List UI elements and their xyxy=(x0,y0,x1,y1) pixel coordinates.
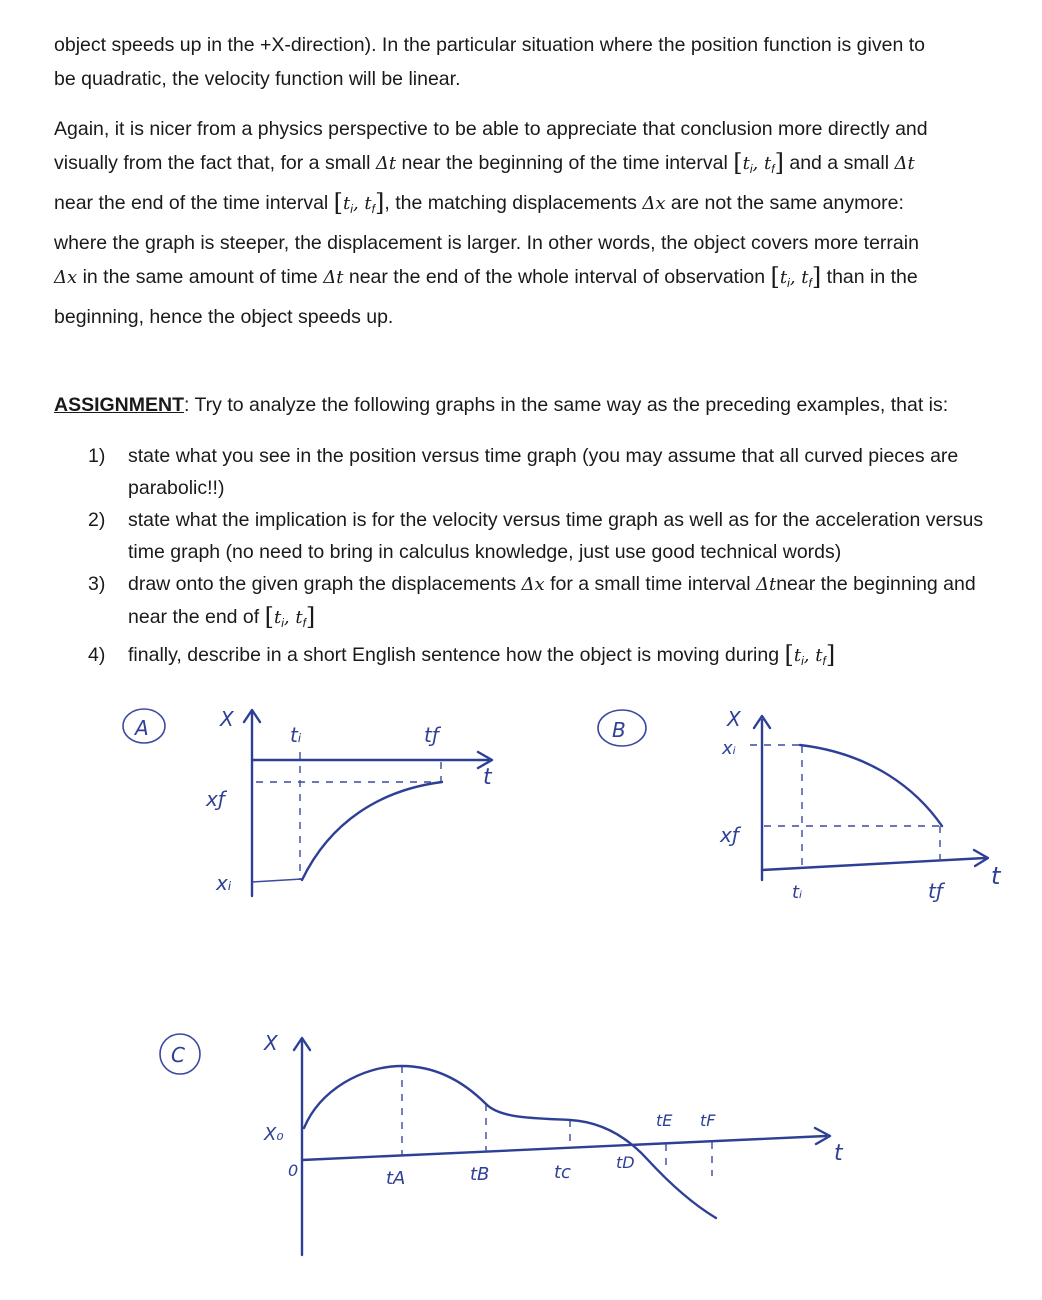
graph-c xyxy=(160,1031,844,1255)
graph-c-t-label: t xyxy=(834,1141,843,1166)
graph-c-curve xyxy=(304,1066,716,1218)
graph-a-xi-label: xᵢ xyxy=(216,871,232,895)
graph-b xyxy=(598,707,1002,903)
text-fragment: , the matching displacements xyxy=(384,192,643,214)
text-fragment: and a small xyxy=(783,152,895,174)
graph-c-tE-label: tE xyxy=(656,1111,673,1130)
step-number: 1) xyxy=(88,445,106,467)
list-item: 4) finally, describe in a short English sentence how the object is moving during [$t_i$, $t_f$] xyxy=(88,641,836,669)
text-fragment: in the same amount of time xyxy=(77,266,324,288)
graph-b-t-axis xyxy=(762,858,985,870)
paragraph-line: object speeds up in the +X-direction). In the particular situation where the position function is given to xyxy=(54,34,925,56)
graph-c-tB-label: tB xyxy=(470,1164,490,1185)
step-number: 4) xyxy=(88,644,106,666)
text-fragment: near the beginning of the time interval xyxy=(396,152,734,174)
step-number: 2) xyxy=(88,509,106,531)
graph-a-xf-label: xƒ xyxy=(206,787,225,811)
graph-c-tC-label: tc xyxy=(554,1162,571,1183)
paragraph-line: be quadratic, the velocity function will be linear. xyxy=(54,68,461,90)
graph-a-ti-label: tᵢ xyxy=(290,723,302,747)
step-text: near the beginning and near the end of xyxy=(128,573,976,628)
graph-c-t-axis xyxy=(302,1136,826,1160)
paragraph-line: near the end of the time interval [$t_i$, $t_f$], the matching displacements Δx are not the same anymore: xyxy=(54,189,904,217)
graph-c-label: C xyxy=(171,1043,185,1067)
assignment-keyword: ASSIGNMENT xyxy=(54,394,185,416)
delta-t-symbol: Δt xyxy=(323,267,344,288)
graph-b-xf-label: xƒ xyxy=(720,823,739,847)
step-text: for a small time interval xyxy=(544,573,756,595)
step-text: state what the implication is for the velocity versus time graph as well as for the acceleration versus time graph (no need to bring in calculus knowledge, just use good technical words) xyxy=(128,509,984,563)
graph-a-t-label: t xyxy=(483,765,492,790)
paragraph-line: Again, it is nicer from a physics perspective to be able to appreciate that conclusion more directly and xyxy=(54,118,928,140)
list-item: 3) draw onto the given graph the displacements Δx for a small time interval Δtnear the beginning and near the end of [$t_i$, $t_f$] xyxy=(80,568,1020,639)
paragraph-line: beginning, hence the object speeds up. xyxy=(54,306,394,328)
delta-t-symbol: Δt xyxy=(894,153,915,174)
graph-b-curve xyxy=(800,745,942,826)
graph-c-tF-label: tF xyxy=(700,1111,716,1130)
graph-a-xi-guide xyxy=(252,879,302,882)
paragraph-line: Δx in the same amount of time Δt near the end of the whole interval of observation [$t_i$, $t_f$] than in the xyxy=(54,263,918,291)
graph-a xyxy=(123,707,493,896)
step-text: draw onto the given graph the displacements xyxy=(128,573,522,595)
graph-c-origin-label: 0 xyxy=(288,1161,299,1180)
graph-c-tA-label: tA xyxy=(386,1168,406,1189)
step-text: state what you see in the position versus time graph (you may assume that all curved pieces are parabolic!!) xyxy=(128,445,959,499)
graph-c-tD-label: tD xyxy=(616,1153,635,1172)
graph-a-curve xyxy=(302,782,442,880)
graph-a-label: A xyxy=(135,716,149,740)
graph-b-ti-label: tᵢ xyxy=(792,882,803,903)
assignment-intro: : Try to analyze the following graphs in the same way as the preceding examples, that is: xyxy=(184,394,949,416)
graph-b-tf-label: tƒ xyxy=(928,879,943,903)
text-fragment: near the end of the whole interval of observation xyxy=(343,266,771,288)
text-fragment: than in the xyxy=(821,266,918,288)
text-fragment: are not the same anymore: xyxy=(665,192,904,214)
graph-a-x-label: X xyxy=(220,707,234,731)
delta-x-symbol: Δx xyxy=(642,193,666,214)
graph-a-tf-label: tƒ xyxy=(424,723,439,747)
delta-t-symbol: Δt xyxy=(755,574,777,595)
delta-x-symbol: Δx xyxy=(521,574,545,595)
delta-t-symbol: Δt xyxy=(375,153,397,174)
graph-b-t-label: t xyxy=(991,862,1001,890)
text-fragment: visually from the fact that, for a small xyxy=(54,152,376,174)
delta-x-symbol: Δx xyxy=(54,267,78,288)
graph-b-label: B xyxy=(612,718,626,742)
step-text: finally, describe in a short English sentence how the object is moving during xyxy=(128,644,785,666)
graph-b-xi-label: xᵢ xyxy=(722,738,736,759)
graph-c-x-label: X xyxy=(264,1031,278,1055)
graph-c-x0-label: X₀ xyxy=(264,1124,284,1145)
paragraph-line: where the graph is steeper, the displacement is larger. In other words, the object covers more terrain xyxy=(54,232,919,254)
graph-b-x-label: X xyxy=(727,707,741,731)
text-fragment: near the end of the time interval xyxy=(54,192,334,214)
step-number: 3) xyxy=(88,573,106,595)
paragraph-line: visually from the fact that, for a small Δt near the beginning of the time interval [$t_i$, $t_f$] and a small Δt xyxy=(54,149,915,177)
